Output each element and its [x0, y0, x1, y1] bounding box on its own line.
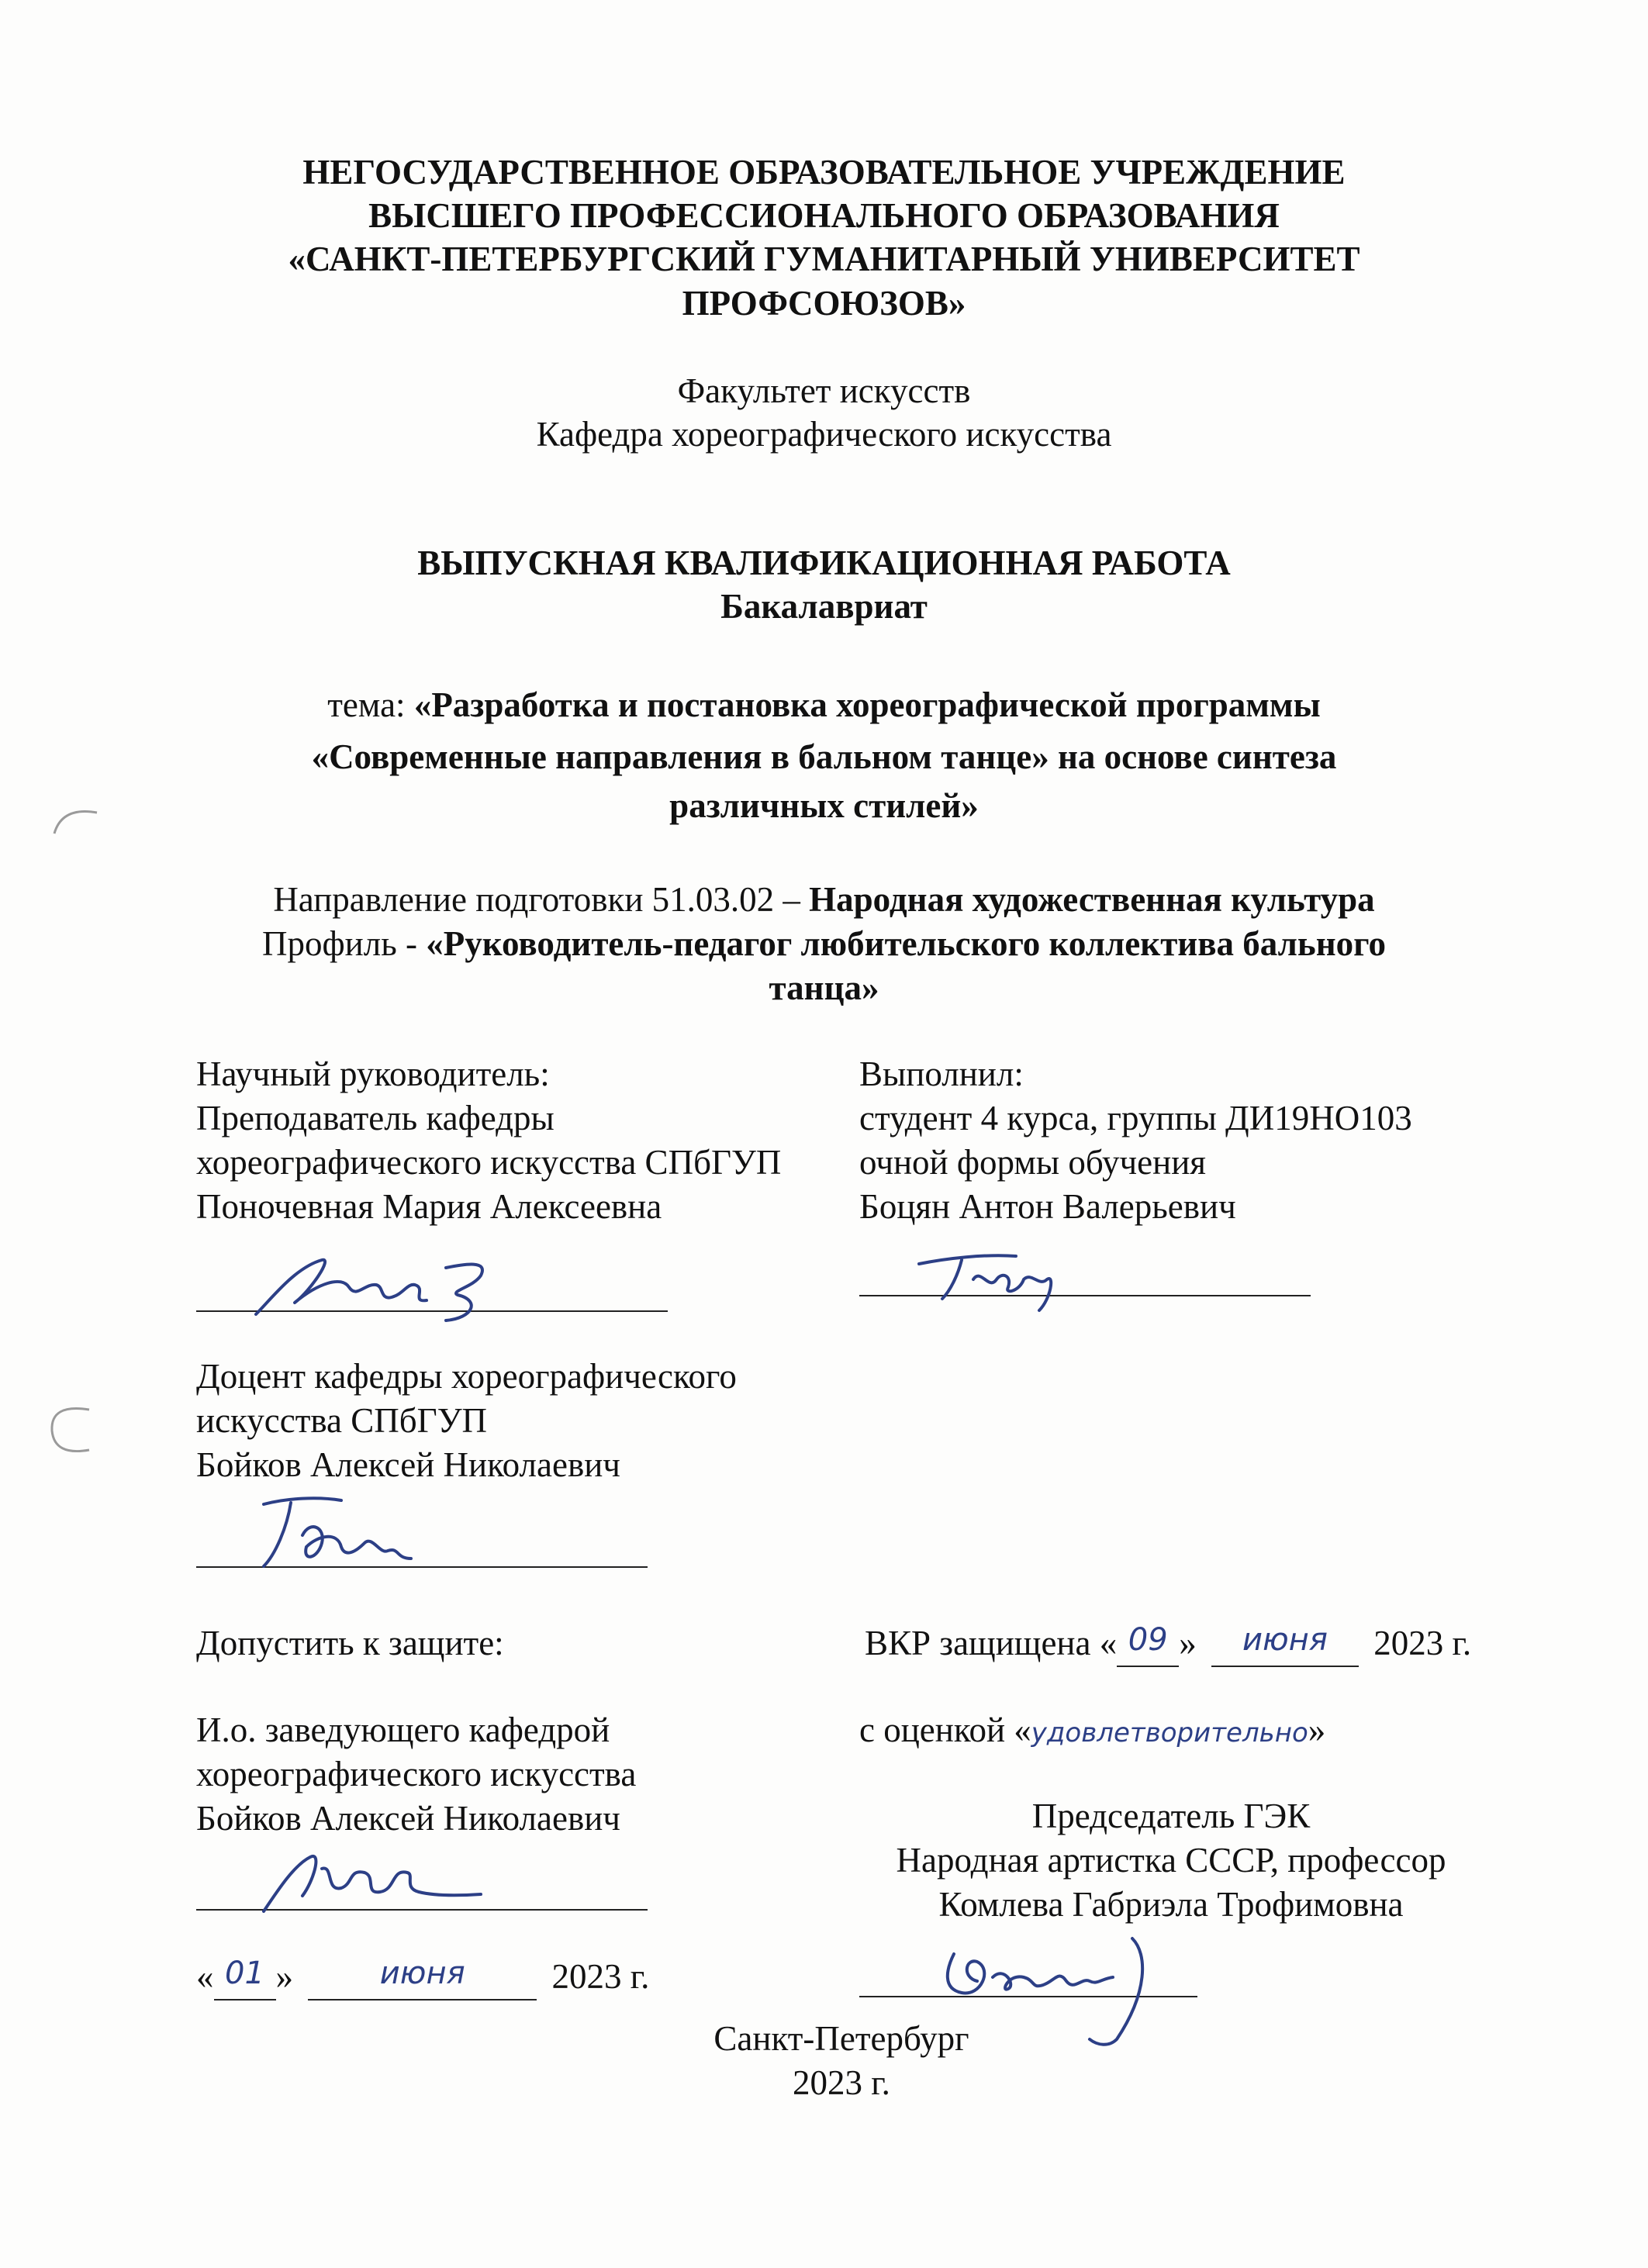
author-position-1: студент 4 курса, группы ДИ19НО103 — [859, 1099, 1412, 1137]
profile-prefix: Профиль - — [262, 924, 427, 963]
faculty: Факультет искусств — [677, 371, 971, 410]
admission-date — [196, 1954, 649, 2000]
chair-role: Народная артистка СССР, профессор — [896, 1841, 1446, 1880]
profile-line-1 — [0, 921, 1648, 966]
supervisor-position-1: Преподаватель кафедры — [196, 1099, 555, 1137]
defense-grade — [859, 1707, 1325, 1752]
defense-day: 09 — [1128, 1622, 1168, 1658]
consultant-signature — [233, 1481, 434, 1582]
admission-month: июня — [379, 1956, 465, 1991]
header-line-4: ПРОФСОЮЗОВ» — [682, 284, 966, 323]
consultant-position-2: искусства СПбГУП — [196, 1401, 488, 1440]
punch-hole-mark-bottom — [43, 1396, 105, 1465]
author-name: Боцян Антон Валерьевич — [859, 1187, 1236, 1226]
footer-city: Санкт-Петербург — [713, 2019, 969, 2058]
author-signature — [915, 1244, 1101, 1314]
grade-value: удовлетворительно — [1031, 1717, 1308, 1748]
topic-line-2: «Современные направления в бальном танце» на основе синтеза — [311, 737, 1337, 776]
topic-title-1: «Разработка и постановка хореографической программы — [413, 685, 1321, 724]
header-line-1: НЕГОСУДАРСТВЕННОЕ ОБРАЗОВАТЕЛЬНОЕ УЧРЕЖДЕНИЕ — [302, 153, 1346, 192]
defense-text: ВКР защищена « — [865, 1624, 1118, 1662]
consultant-name: Бойков Алексей Николаевич — [196, 1445, 620, 1484]
degree: Бакалавриат — [720, 587, 928, 626]
admission-label: Допустить к защите: — [196, 1624, 504, 1662]
consultant-position-1: Доцент кафедры хореографического — [196, 1357, 737, 1396]
author-position-2: очной формы обучения — [859, 1143, 1206, 1182]
direction — [0, 877, 1648, 922]
profile-value: «Руководитель-педагог любительского коллектива бального — [426, 924, 1386, 963]
defense-month: июня — [1242, 1622, 1328, 1658]
supervisor-label: Научный руководитель: — [196, 1055, 550, 1093]
supervisor-name: Поночевная Мария Алексеевна — [196, 1187, 662, 1226]
admission-role-2: хореографического искусства — [196, 1755, 637, 1793]
topic-prefix: тема: — [327, 685, 414, 724]
admission-date-close: » — [275, 1957, 293, 1996]
profile-line-2: танца» — [769, 968, 879, 1007]
footer-year: 2023 г. — [793, 2063, 890, 2102]
admission-signature — [248, 1834, 496, 1919]
grade-close: » — [1308, 1710, 1326, 1749]
admission-year: 2023 г. — [551, 1957, 650, 1996]
defense-date — [865, 1621, 1471, 1667]
direction-prefix: Направление подготовки 51.03.02 – — [273, 880, 810, 919]
admission-role-1: И.о. заведующего кафедрой — [196, 1710, 610, 1749]
admission-name: Бойков Алексей Николаевич — [196, 1799, 620, 1838]
admission-day: 01 — [225, 1956, 264, 1991]
topic-line-3: различных стилей» — [669, 786, 979, 825]
defense-close: » — [1179, 1624, 1197, 1662]
work-type: ВЫПУСКНАЯ КВАЛИФИКАЦИОННАЯ РАБОТА — [417, 544, 1231, 582]
chair-title: Председатель ГЭК — [1031, 1797, 1311, 1835]
grade-prefix: с оценкой « — [859, 1710, 1031, 1749]
department: Кафедра хореографического искусства — [536, 415, 1112, 454]
supervisor-position-2: хореографического искусства СПбГУП — [196, 1143, 782, 1182]
topic-line-1 — [0, 682, 1648, 727]
header-line-3: «САНКТ-ПЕТЕРБУРГСКИЙ ГУМАНИТАРНЫЙ УНИВЕРСИТЕТ — [288, 240, 1360, 278]
header-line-2: ВЫСШЕГО ПРОФЕССИОНАЛЬНОГО ОБРАЗОВАНИЯ — [368, 196, 1280, 235]
direction-value: Народная художественная культура — [809, 880, 1375, 919]
author-label: Выполнил: — [859, 1055, 1024, 1093]
defense-year: 2023 г. — [1373, 1624, 1472, 1662]
chair-name: Комлева Габриэла Трофимовна — [938, 1885, 1404, 1924]
admission-date-open: « — [196, 1957, 214, 1996]
supervisor-signature — [248, 1229, 512, 1322]
